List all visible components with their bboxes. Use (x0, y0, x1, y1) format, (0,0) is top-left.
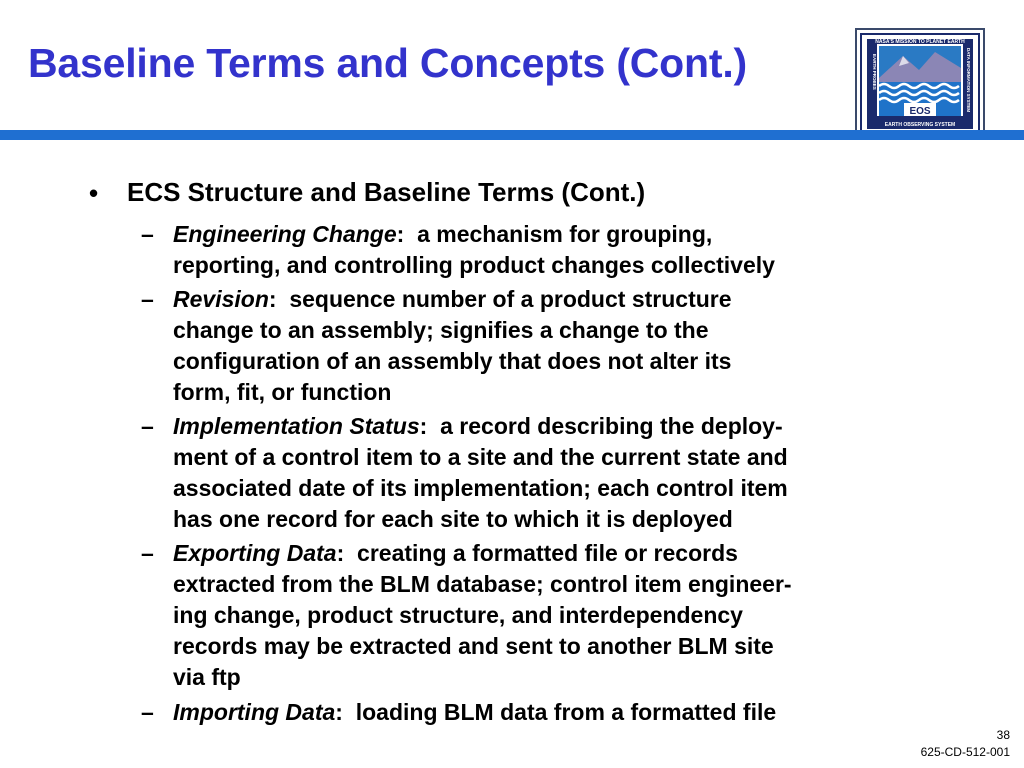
dash-marker: – (141, 221, 154, 247)
section-heading: ECS Structure and Baseline Terms (Cont.) (127, 177, 646, 207)
definition-text: associated date of its implementation; each control item (173, 475, 788, 501)
definition-text: a mechanism for grouping, (417, 221, 713, 247)
term-separator: : (419, 413, 428, 439)
definition-item (141, 697, 953, 728)
logo-center-text: EOS (909, 106, 931, 117)
definition-line (173, 284, 953, 315)
term-separator: : (335, 699, 343, 725)
term-separator: : (336, 540, 345, 566)
definition-line (173, 219, 953, 250)
bullet-marker: • (89, 178, 99, 208)
definition-text: ment of a control item to a site and the current state and (173, 444, 788, 470)
definition-item (141, 219, 953, 281)
definition-text: sequence number of a product structure (289, 286, 732, 312)
document-id: 625-CD-512-001 (920, 745, 1010, 759)
definition-text: has one record for each site to which it is deployed (173, 506, 733, 532)
dash-marker: – (141, 540, 154, 566)
definition-term: Importing Data (173, 699, 336, 725)
definition-term: Revision (173, 286, 269, 312)
definition-text: a record describing the deploy- (440, 413, 783, 439)
logo-top-text: NASA'S MISSION TO PLANET EARTH (875, 39, 965, 45)
definition-text: reporting, and controlling product changes collectively (173, 252, 775, 278)
logo-right-text: DATA INFORMATION SYSTEM (966, 48, 971, 113)
term-separator: : (268, 286, 277, 312)
definition-text: form, fit, or function (173, 379, 392, 405)
dash-marker: – (141, 413, 154, 439)
definition-line (173, 411, 953, 442)
definition-text: creating a formatted file or records (357, 540, 738, 566)
definition-text: ing change, product structure, and interdependency (173, 602, 743, 628)
page-number: 38 (996, 728, 1010, 742)
slide-title: Baseline Terms and Concepts (Cont.) (28, 40, 747, 86)
definition-text: extracted from the BLM database; control item engineer- (173, 571, 792, 597)
definition-text: change to an assembly; signifies a change to the (173, 317, 709, 343)
dash-marker: – (141, 699, 154, 725)
term-separator: : (396, 221, 405, 247)
definition-text: loading BLM data from a formatted file (355, 699, 777, 725)
definition-line (173, 697, 953, 728)
definition-item (141, 284, 953, 408)
definition-term: Implementation Status (173, 413, 420, 439)
dash-marker: – (141, 286, 154, 312)
logo-left-text: EARTH PROBES (872, 54, 877, 90)
definition-line (173, 538, 953, 569)
definition-text: via ftp (173, 664, 241, 690)
definition-text: configuration of an assembly that does not alter its (173, 348, 732, 374)
definition-term: Engineering Change (173, 221, 397, 247)
definition-item (141, 538, 953, 693)
logo-bottom-text: EARTH OBSERVING SYSTEM (884, 122, 956, 128)
definition-text: records may be extracted and sent to another BLM site (173, 633, 774, 659)
definition-item (141, 411, 953, 535)
definition-term: Exporting Data (173, 540, 337, 566)
